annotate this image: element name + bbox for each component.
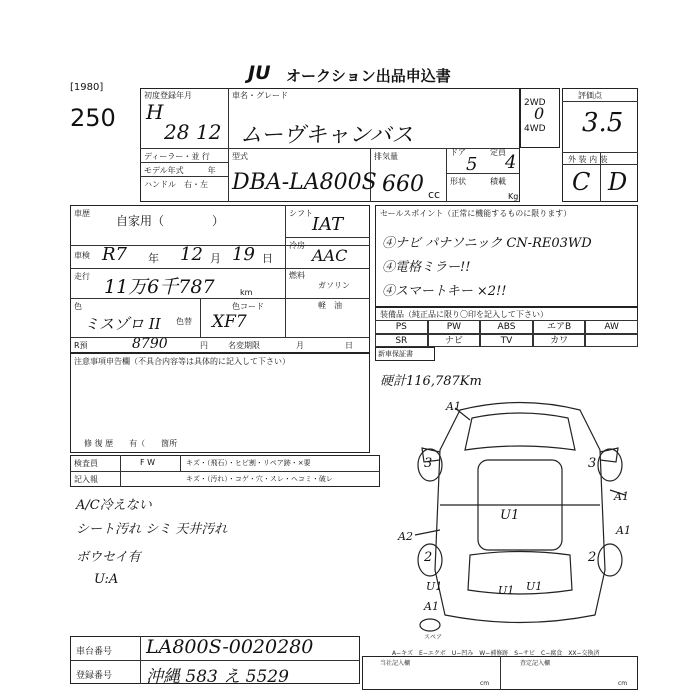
km-label: km <box>240 288 253 297</box>
score-title: 評価点 <box>578 91 602 100</box>
lot-number: 250 <box>70 104 116 132</box>
hw-shift: IAT <box>312 214 344 235</box>
equipment-label: 装備品（純正品に限り〇印を記入して下さい） <box>380 310 548 319</box>
shape-label: 形状 <box>450 177 466 186</box>
mileage-label: 走行 <box>74 272 90 281</box>
history-label: 車歴 <box>74 209 90 218</box>
dmg-mark-3-right: 3 <box>588 456 597 471</box>
damage-legend: A−キズ E−エクボ U−凹み W−補修跡 S−サビ C−腐食 XX−交換済 <box>392 650 600 657</box>
dmg-mark-3-left: 3 <box>424 456 433 471</box>
hw-year-era: H <box>146 100 164 124</box>
dmg-mark-a1-right: A1 <box>614 490 629 503</box>
drive-2wd-label: 2WD <box>524 98 546 108</box>
equipment-cell: SR <box>375 334 428 348</box>
car-diagram <box>400 390 640 635</box>
drive-4wd-label: 4WD <box>524 124 546 134</box>
kg-label: Kg <box>508 192 519 201</box>
hw-insp-era: R7 <box>102 244 128 265</box>
equipment-cell: PW <box>428 320 481 334</box>
dmg-mark-a2: A2 <box>398 530 413 543</box>
equipment-cell: AW <box>585 320 638 334</box>
repair-label: 修 復 歴 有（ 箇所 <box>84 439 178 448</box>
notes-label: 注意事項申告欄（不具合内容等は具体的に記入して下さい） <box>74 357 290 366</box>
equipment-cell: TV <box>480 334 533 348</box>
hw-recycle: 8790 <box>132 336 168 352</box>
dmg-mark-2-left: 2 <box>424 550 433 565</box>
insp-month-unit: 月 <box>210 252 221 265</box>
hw-note-4: U:A <box>94 572 119 587</box>
dmg-mark-a1-top: A1 <box>446 400 461 413</box>
fuel-diesel: 軽 油 <box>318 301 342 310</box>
color-label: 色 <box>74 302 82 311</box>
equipment-cell: カワ <box>533 334 586 348</box>
hw-insp-month: 12 <box>180 244 203 265</box>
fuel-gas: ガソリン <box>318 281 350 290</box>
equipment-cell: エアB <box>533 320 586 334</box>
door-label: ドア <box>450 148 466 157</box>
displacement-label: 排気量 <box>374 152 398 161</box>
hw-drive: 0 <box>534 104 545 123</box>
entry-label: 記入報 <box>74 475 98 484</box>
first-reg-label: 初度登録年月 <box>144 91 192 100</box>
hw-ac: AAC <box>312 246 348 265</box>
day-label: 日 <box>345 341 353 350</box>
history-value: 自家用（ ） <box>116 214 225 228</box>
hw-interior: D <box>608 168 628 196</box>
dmg-mark-a1-bottom: A1 <box>424 600 439 613</box>
model-type-label: 型式 <box>232 152 248 161</box>
hw-color: ミスゾロ II <box>84 315 161 333</box>
handle-label: ハンドル 右・左 <box>144 180 208 189</box>
hw-month: 12 <box>196 120 222 144</box>
recycle-label: R預 <box>74 341 88 350</box>
hw-note-3: ボウセイ有 <box>76 550 141 565</box>
ext-int-label: 外 装 内 装 <box>568 155 608 164</box>
dmg-mark-u1-rear2: U1 <box>498 584 515 597</box>
shift-label: シフト <box>289 209 313 218</box>
load-label: 積載 <box>490 177 506 186</box>
office-box-1-label: 当社記入欄 <box>380 660 411 667</box>
hw-sales-3: ④スマートキー ×2!! <box>382 284 507 299</box>
damage-row1: キズ・（飛石）・ヒビ割・リペア跡・×要 <box>186 459 311 467</box>
inspection-label: 車検 <box>74 251 90 260</box>
spare-label: スペア <box>424 634 443 641</box>
warranty-label: 新車保証書 <box>378 350 413 358</box>
dealer-label: ディーラー・並 行 <box>144 152 210 161</box>
dmg-mark-u1-left: U1 <box>426 580 443 593</box>
name-grade-label: 車名・グレード <box>232 91 288 100</box>
insp-day-unit: 日 <box>262 252 273 265</box>
hw-capacity: 4 <box>505 152 517 173</box>
sales-point-label: セールスポイント（正常に機能するものに限ります） <box>380 209 572 218</box>
dmg-mark-u1-rear: U1 <box>526 580 543 593</box>
ref-code: [1980] <box>70 82 104 93</box>
hw-year: 28 <box>164 120 190 144</box>
model-year-label: モデル年式 年 <box>144 166 216 175</box>
equipment-cell <box>585 334 638 348</box>
ju-logo: JU <box>248 62 271 84</box>
hw-chassis: LA800S-0020280 <box>146 636 314 658</box>
insp-year-unit: 年 <box>148 252 159 265</box>
hw-sales-1: ④ナビ パナソニック CN-RE03WD <box>382 236 592 251</box>
capacity-label: 定員 <box>490 148 506 157</box>
fuel-label: 燃料 <box>289 271 305 280</box>
dmg-mark-2-right: 2 <box>588 550 597 565</box>
name-change-label: 名変期限 <box>228 341 260 350</box>
equipment-cell: PS <box>375 320 428 334</box>
color-code-label: 色コード <box>232 302 264 311</box>
hw-mileage: 11万6千787 <box>104 276 215 298</box>
color-change-label: 色替 <box>176 317 192 326</box>
month-label: 月 <box>296 341 304 350</box>
hw-score: 3.5 <box>582 108 624 138</box>
hw-note-2: シート汚れ シミ 天井汚れ <box>76 522 228 537</box>
hw-plate: 沖縄 583 え 5529 <box>146 667 289 687</box>
hw-model-type: DBA-LA800S <box>232 170 377 195</box>
fw-label: F W <box>140 458 156 467</box>
hw-insp-day: 19 <box>232 244 255 265</box>
dmg-mark-a1-right2: A1 <box>616 524 631 537</box>
hw-doors: 5 <box>466 154 478 175</box>
yen-label: 円 <box>200 341 208 350</box>
hw-sales-2: ④電格ミラー!! <box>382 260 471 275</box>
office-box-2-label: 査定記入欄 <box>520 660 551 667</box>
hw-note-1: A/C冷えない <box>76 498 152 513</box>
form-title: オークション出品申込書 <box>286 67 451 85</box>
hw-color-code: XF7 <box>212 312 247 332</box>
plate-label: 登録番号 <box>76 671 113 681</box>
dmg-mark-u1-roof: U1 <box>500 508 520 523</box>
hw-exterior: C <box>572 168 591 196</box>
damage-row2: キズ・（汚れ）・コゲ・穴・スレ・ヘコミ・破レ <box>186 475 333 483</box>
hw-mileage-note: 硬計116,787Km <box>380 374 482 389</box>
equipment-cell: ABS <box>480 320 533 334</box>
cc-label: cc <box>428 188 441 201</box>
cm-label-2: cm <box>618 680 628 687</box>
inspector-label: 検査員 <box>74 459 98 468</box>
ac-label: 冷房 <box>289 241 305 250</box>
equipment-grid <box>375 320 638 347</box>
hw-car-name: ムーヴキャンバス <box>240 123 414 148</box>
equipment-cell: ナビ <box>428 334 481 348</box>
cm-label-1: cm <box>480 680 490 687</box>
hw-displacement: 660 <box>382 172 424 197</box>
chassis-label: 車台番号 <box>76 647 113 657</box>
